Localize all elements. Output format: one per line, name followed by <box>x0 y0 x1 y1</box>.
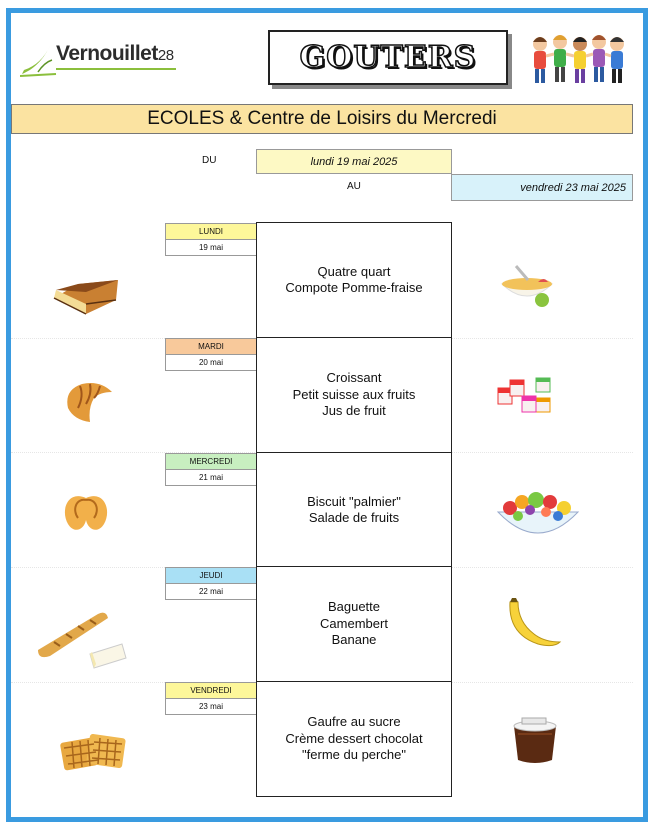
day-date: 19 mai <box>165 240 257 256</box>
menu-item: Baguette <box>327 599 381 615</box>
menu-item: Quatre quart <box>317 263 391 279</box>
day-name: MARDI <box>165 338 257 355</box>
menu-item: "ferme du perche" <box>302 747 406 763</box>
day-date: 23 mai <box>165 699 257 715</box>
du-date: lundi 19 mai 2025 <box>256 149 452 174</box>
menu-mardi <box>256 337 452 453</box>
page-title: GOUTERS <box>299 40 477 75</box>
day-label-jeudi <box>165 567 257 600</box>
fruit-salad-icon <box>496 488 580 544</box>
logo-text <box>56 42 174 66</box>
day-label-lundi <box>165 223 257 256</box>
menu-item: Camembert <box>320 615 388 631</box>
menu-mercredi <box>256 452 452 568</box>
au-date: vendredi 23 mai 2025 <box>451 174 633 201</box>
day-name: LUNDI <box>165 223 257 240</box>
croissant-icon <box>60 378 118 428</box>
menu-item: Salade de fruits <box>308 510 400 525</box>
waffle-icon <box>58 730 130 774</box>
petit-suisse-icon <box>496 376 558 416</box>
menu-item: Gaufre au sucre <box>307 714 401 730</box>
menu-jeudi <box>256 566 452 682</box>
logo-name: Vernouillet <box>56 42 158 65</box>
menu-item: Crème dessert chocolat <box>285 730 423 746</box>
day-date: 20 mai <box>165 355 257 371</box>
schools-banner: ECOLES & Centre de Loisirs du Mercredi <box>11 104 633 134</box>
vernouillet-logo <box>20 40 195 80</box>
chocolate-cream-icon <box>508 714 562 766</box>
day-name: VENDREDI <box>165 682 257 699</box>
logo-underline <box>56 68 176 70</box>
day-label-mardi <box>165 338 257 371</box>
day-date: 21 mai <box>165 470 257 486</box>
menu-item: Banane <box>331 632 377 648</box>
day-name: JEUDI <box>165 567 257 584</box>
au-label: AU <box>347 181 361 192</box>
leaf-logo-icon <box>20 40 60 80</box>
menu-vendredi <box>256 681 452 797</box>
menu-item: Croissant <box>326 370 382 386</box>
menu-item: Jus de fruit <box>322 403 386 419</box>
menu-item: Biscuit "palmier" <box>307 493 401 509</box>
title-box <box>268 30 508 85</box>
menu-item: Petit suisse aux fruits <box>292 386 416 402</box>
menu-lundi <box>256 222 452 338</box>
menu-item: Compote Pomme-fraise <box>285 280 423 295</box>
baguette-camembert-icon <box>34 606 130 672</box>
children-group-icon <box>528 28 628 90</box>
day-date: 22 mai <box>165 584 257 600</box>
day-label-mercredi <box>165 453 257 486</box>
logo-number: 28 <box>157 47 174 64</box>
compote-bowl-icon <box>498 262 556 312</box>
day-name: MERCREDI <box>165 453 257 470</box>
pound-cake-icon <box>50 270 122 320</box>
day-label-vendredi <box>165 682 257 715</box>
banana-icon <box>504 596 564 652</box>
palmier-biscuit-icon <box>58 490 114 536</box>
du-label: DU <box>202 155 217 166</box>
